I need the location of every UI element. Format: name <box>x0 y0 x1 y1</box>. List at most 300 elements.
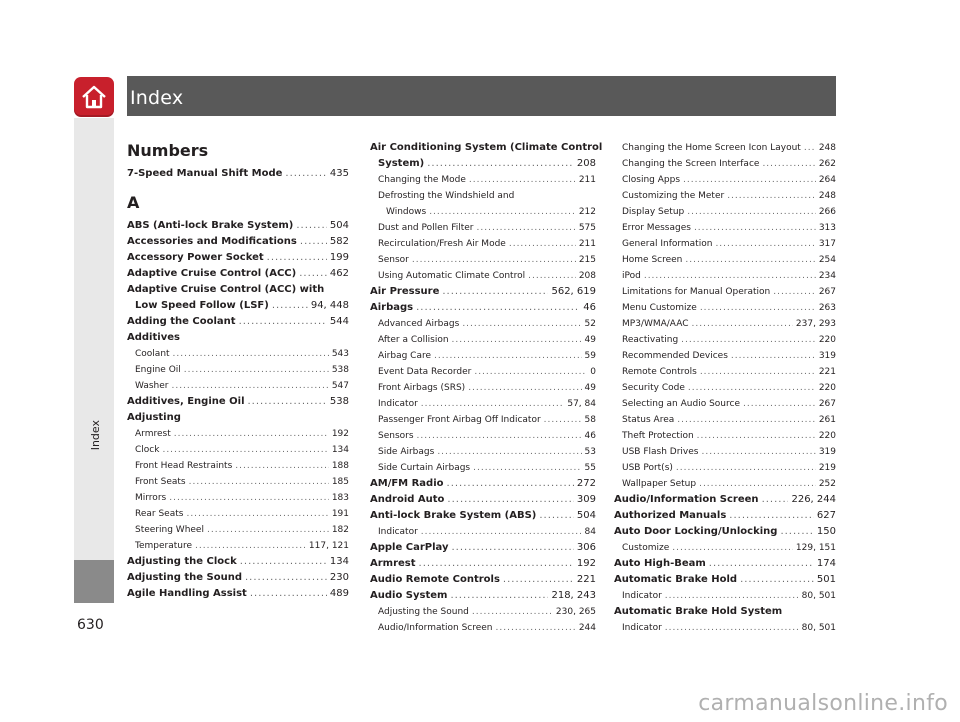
page-ref[interactable]: 267 <box>818 399 836 409</box>
page-ref[interactable]: 221 <box>576 574 596 585</box>
page-ref[interactable]: 544 <box>329 316 349 327</box>
page-ref[interactable]: 150 <box>816 526 836 537</box>
dot-leader <box>740 572 814 588</box>
dot-leader <box>528 268 576 284</box>
page-ref[interactable]: 252 <box>818 479 836 489</box>
index-subentry[interactable] <box>370 412 596 428</box>
index-entry[interactable] <box>614 524 836 540</box>
entry-label: AM/FM Radio <box>370 478 444 489</box>
page-ref[interactable]: 263 <box>818 303 836 313</box>
entry-label: Security Code <box>622 383 685 393</box>
dot-leader <box>697 428 816 444</box>
home-button[interactable] <box>74 77 114 117</box>
page-ref[interactable]: 489 <box>329 588 349 599</box>
dot-leader <box>694 220 816 236</box>
page-ref[interactable]: 188 <box>331 461 349 471</box>
dot-leader <box>235 458 329 474</box>
page-ref[interactable]: 191 <box>331 509 349 519</box>
entry-label: Temperature <box>135 541 193 551</box>
page-ref[interactable]: 211 <box>578 175 596 185</box>
entry-label: Recommended Devices <box>622 351 728 361</box>
dot-leader <box>412 252 576 268</box>
page-ref[interactable]: 264 <box>818 175 836 185</box>
index-subentry[interactable] <box>614 172 836 188</box>
index-entry[interactable] <box>370 556 596 572</box>
entry-label: MP3/WMA/AAC <box>622 319 689 329</box>
index-entry[interactable] <box>127 586 349 602</box>
index-entry[interactable] <box>127 282 349 298</box>
page-ref[interactable]: 94, 448 <box>310 300 349 311</box>
index-subentry[interactable] <box>614 300 836 316</box>
dot-leader <box>762 492 789 508</box>
page-ref[interactable]: 230, 265 <box>555 607 596 617</box>
index-subentry[interactable] <box>127 474 349 490</box>
page-ref[interactable]: 230 <box>329 572 349 583</box>
index-subentry[interactable] <box>127 458 349 474</box>
dot-leader <box>296 218 327 234</box>
entry-label: Changing the Home Screen Icon Layout <box>622 143 801 153</box>
entry-label: Airbag Care <box>378 351 431 361</box>
page-ref[interactable]: 582 <box>329 236 349 247</box>
page-ref[interactable]: 319 <box>818 447 836 457</box>
dot-leader <box>427 156 574 172</box>
page-ref[interactable]: 55 <box>584 463 596 473</box>
index-subentry[interactable] <box>614 348 836 364</box>
index-subentry[interactable] <box>614 444 836 460</box>
entry-label: Engine Oil <box>135 365 181 375</box>
page-ref[interactable]: 261 <box>818 415 836 425</box>
entry-label: Air Pressure <box>370 286 440 297</box>
index-subentry[interactable] <box>370 268 596 284</box>
entry-label: Clock <box>135 445 160 455</box>
dot-leader <box>672 540 793 556</box>
page-ref[interactable]: 262 <box>818 159 836 169</box>
entry-label: Home Screen <box>622 255 683 265</box>
page-ref[interactable]: 52 <box>584 319 596 329</box>
dot-leader <box>285 166 327 182</box>
index-subentry[interactable] <box>614 428 836 444</box>
dot-leader <box>450 588 548 604</box>
index-entry[interactable] <box>370 572 596 588</box>
entry-label: Adaptive Cruise Control (ACC) <box>127 268 297 279</box>
watermark: carmanualsonline.info <box>698 691 948 716</box>
dot-leader <box>665 588 799 604</box>
index-subentry[interactable] <box>127 426 349 442</box>
page-ref[interactable]: 46 <box>583 302 596 313</box>
index-subentry[interactable] <box>614 540 836 556</box>
dot-leader <box>272 298 308 314</box>
index-subentry[interactable] <box>370 364 596 380</box>
entry-label: Auto High-Beam <box>614 558 706 569</box>
index-subentry[interactable] <box>614 332 836 348</box>
dot-leader <box>700 364 816 380</box>
entry-label: Audio/Information Screen <box>378 623 493 633</box>
index-subentry[interactable] <box>370 316 596 332</box>
dot-leader <box>462 316 581 332</box>
index-subentry[interactable] <box>370 252 596 268</box>
index-entry[interactable] <box>614 556 836 572</box>
page-ref[interactable]: 218, 243 <box>551 590 596 601</box>
index-entry[interactable] <box>127 298 349 314</box>
dot-leader <box>677 412 816 428</box>
dot-leader <box>174 426 329 442</box>
entry-label: Adaptive Cruise Control (ACC) with <box>127 284 325 295</box>
entry-label: Rear Seats <box>135 509 184 519</box>
entry-label: Air Conditioning System (Climate Control <box>370 142 603 153</box>
index-subentry[interactable] <box>614 268 836 284</box>
dot-leader <box>429 204 576 220</box>
dot-leader <box>169 490 329 506</box>
dot-leader <box>417 428 582 444</box>
page-ref[interactable]: 0 <box>590 367 596 377</box>
page-ref[interactable]: 219 <box>818 463 836 473</box>
index-subentry[interactable] <box>614 396 836 412</box>
index-subentry[interactable] <box>614 236 836 252</box>
page-ref[interactable]: 208 <box>578 271 596 281</box>
dot-leader <box>189 474 329 490</box>
side-tab <box>74 118 114 603</box>
index-entry[interactable] <box>127 250 349 266</box>
page-ref[interactable]: 306 <box>576 542 596 553</box>
entry-label: Theft Protection <box>622 431 694 441</box>
index-subentry[interactable] <box>370 348 596 364</box>
dot-leader <box>250 586 327 602</box>
page-ref[interactable]: 254 <box>818 255 836 265</box>
entry-label: Customize <box>622 543 670 553</box>
page-ref[interactable]: 309 <box>576 494 596 505</box>
entry-label: Display Setup <box>622 207 685 217</box>
dot-leader <box>195 538 306 554</box>
entry-label: Airbags <box>370 302 414 313</box>
index-entry[interactable] <box>370 284 596 300</box>
page-ref[interactable]: 543 <box>331 349 349 359</box>
page-ref[interactable]: 183 <box>331 493 349 503</box>
dot-leader <box>477 220 576 236</box>
dot-leader <box>184 362 329 378</box>
page-ref[interactable]: 266 <box>818 207 836 217</box>
index-entry[interactable] <box>614 604 836 620</box>
page-ref[interactable]: 211 <box>578 239 596 249</box>
entry-label: Indicator <box>622 591 662 601</box>
page-ref[interactable]: 59 <box>584 351 596 361</box>
dot-leader <box>248 394 327 410</box>
page-ref[interactable]: 134 <box>329 556 349 567</box>
side-tab-marker[interactable] <box>74 560 114 603</box>
page-ref[interactable]: 117, 121 <box>308 541 349 551</box>
page-ref[interactable]: 272 <box>576 478 596 489</box>
index-subentry[interactable] <box>127 378 349 394</box>
page-ref[interactable]: 80, 501 <box>801 623 836 633</box>
index-subentry[interactable] <box>614 412 836 428</box>
dot-leader <box>503 572 574 588</box>
page-ref[interactable]: 547 <box>331 381 349 391</box>
entry-label: USB Port(s) <box>622 463 673 473</box>
index-subentry[interactable] <box>614 316 836 332</box>
entry-label: Indicator <box>378 527 418 537</box>
entry-label: Adding the Coolant <box>127 316 236 327</box>
dot-leader <box>437 444 581 460</box>
dot-leader <box>447 476 574 492</box>
page-ref[interactable]: 174 <box>816 558 836 569</box>
page-ref[interactable]: 221 <box>818 367 836 377</box>
page-ref[interactable]: 208 <box>576 158 596 169</box>
index-subentry[interactable] <box>370 460 596 476</box>
index-entry[interactable] <box>127 330 349 346</box>
index-subentry[interactable] <box>127 506 349 522</box>
entry-label: Adjusting <box>127 412 181 423</box>
page-ref[interactable]: 317 <box>818 239 836 249</box>
page-ref[interactable]: 46 <box>584 431 596 441</box>
entry-label: ABS (Anti-lock Brake System) <box>127 220 294 231</box>
index-subentry[interactable] <box>614 252 836 268</box>
entry-label: Mirrors <box>135 493 167 503</box>
entry-label: Event Data Recorder <box>378 367 472 377</box>
entry-label: Audio Remote Controls <box>370 574 500 585</box>
index-subentry[interactable] <box>370 428 596 444</box>
entry-label: Dust and Pollen Filter <box>378 223 474 233</box>
entry-label: Changing the Mode <box>378 175 466 185</box>
page-ref[interactable]: 192 <box>576 558 596 569</box>
page-title: Index <box>130 87 184 109</box>
index-subentry[interactable] <box>614 204 836 220</box>
page-ref[interactable]: 504 <box>576 510 596 521</box>
entry-label: Sensor <box>378 255 409 265</box>
entry-label: Indicator <box>622 623 662 633</box>
index-entry[interactable] <box>370 540 596 556</box>
page-ref[interactable]: 538 <box>331 365 349 375</box>
page-ref[interactable]: 185 <box>331 477 349 487</box>
page-ref[interactable]: 49 <box>584 383 596 393</box>
page-ref[interactable]: 220 <box>818 431 836 441</box>
index-entry[interactable] <box>370 588 596 604</box>
index-entry[interactable] <box>614 508 836 524</box>
dot-leader <box>447 492 574 508</box>
page-ref[interactable]: 435 <box>329 168 349 179</box>
index-subentry[interactable] <box>127 538 349 554</box>
index-entry[interactable] <box>127 218 349 234</box>
dot-leader <box>692 316 793 332</box>
index-subentry[interactable] <box>614 460 836 476</box>
index-subentry[interactable] <box>127 442 349 458</box>
dot-leader <box>743 396 816 412</box>
entry-label: Selecting an Audio Source <box>622 399 740 409</box>
entry-label: Washer <box>135 381 169 391</box>
dot-leader <box>186 506 328 522</box>
dot-leader <box>644 268 816 284</box>
index-entry[interactable] <box>127 570 349 586</box>
index-subentry[interactable] <box>370 524 596 540</box>
index-entry[interactable] <box>127 166 349 182</box>
index-subentry[interactable] <box>370 236 596 252</box>
page-ref[interactable]: 313 <box>818 223 836 233</box>
dot-leader <box>762 156 815 172</box>
index-entry[interactable] <box>127 394 349 410</box>
index-column-3 <box>614 140 836 636</box>
entry-label: Android Auto <box>370 494 445 505</box>
page-ref[interactable]: 244 <box>578 623 596 633</box>
dot-leader <box>473 460 581 476</box>
entry-label: Indicator <box>378 399 418 409</box>
dot-leader <box>509 236 576 252</box>
index-subentry[interactable] <box>614 620 836 636</box>
entry-label: Steering Wheel <box>135 525 204 535</box>
page-ref[interactable]: 84 <box>584 527 596 537</box>
dot-leader <box>709 556 814 572</box>
index-subentry[interactable] <box>370 620 596 636</box>
index-entry[interactable] <box>370 492 596 508</box>
entry-label: Windows <box>386 207 427 217</box>
dot-leader <box>687 204 816 220</box>
entry-label: Changing the Screen Interface <box>622 159 760 169</box>
dot-leader <box>245 570 327 586</box>
index-entry[interactable] <box>370 156 596 172</box>
index-entry[interactable] <box>127 314 349 330</box>
page-ref[interactable]: 220 <box>818 383 836 393</box>
index-subentry[interactable] <box>127 522 349 538</box>
index-subentry[interactable] <box>370 604 596 620</box>
page-ref[interactable]: 226, 244 <box>791 494 836 505</box>
page-ref[interactable]: 538 <box>329 396 349 407</box>
page-ref[interactable]: 220 <box>818 335 836 345</box>
index-subentry[interactable] <box>127 346 349 362</box>
page-number: 630 <box>77 617 104 633</box>
home-icon <box>80 84 108 110</box>
dot-leader <box>539 508 574 524</box>
page-ref[interactable]: 53 <box>584 447 596 457</box>
page-ref[interactable]: 134 <box>331 445 349 455</box>
page-ref[interactable]: 319 <box>818 351 836 361</box>
index-subentry[interactable] <box>370 204 596 220</box>
page-ref[interactable]: 199 <box>329 252 349 263</box>
index-subentry[interactable] <box>614 220 836 236</box>
page-ref[interactable]: 248 <box>818 143 836 153</box>
dot-leader <box>681 332 816 348</box>
dot-leader <box>421 396 565 412</box>
dot-leader <box>451 540 573 556</box>
page-ref[interactable]: 129, 151 <box>795 543 836 553</box>
page-ref[interactable]: 58 <box>584 415 596 425</box>
page-ref[interactable]: 462 <box>329 268 349 279</box>
entry-label: Status Area <box>622 415 675 425</box>
section-heading: A <box>127 193 140 212</box>
dot-leader <box>685 252 815 268</box>
page-ref[interactable]: 267 <box>818 287 836 297</box>
entry-label: Defrosting the Windshield and <box>378 191 515 201</box>
index-subentry[interactable] <box>370 332 596 348</box>
index-subentry[interactable] <box>614 140 836 156</box>
section-heading: Numbers <box>127 141 209 160</box>
entry-label: Agile Handling Assist <box>127 588 247 599</box>
page-ref[interactable]: 49 <box>584 335 596 345</box>
index-subentry[interactable] <box>370 396 596 412</box>
page-ref[interactable]: 248 <box>818 191 836 201</box>
page-ref[interactable]: 234 <box>818 271 836 281</box>
index-subentry[interactable] <box>614 284 836 300</box>
index-entry[interactable] <box>370 476 596 492</box>
dot-leader <box>240 554 327 570</box>
page-ref[interactable]: 627 <box>816 510 836 521</box>
entry-label: Apple CarPlay <box>370 542 449 553</box>
index-subentry[interactable] <box>614 188 836 204</box>
page-ref[interactable]: 504 <box>329 220 349 231</box>
index-subentry[interactable] <box>614 156 836 172</box>
dot-leader <box>729 508 814 524</box>
index-subentry[interactable] <box>614 588 836 604</box>
index-subentry[interactable] <box>370 172 596 188</box>
index-entry[interactable] <box>127 234 349 250</box>
index-subentry[interactable] <box>614 476 836 492</box>
page-ref[interactable]: 57, 84 <box>567 399 596 409</box>
dot-leader <box>715 236 815 252</box>
page-ref[interactable]: 80, 501 <box>801 591 836 601</box>
entry-label: Wallpaper Setup <box>622 479 697 489</box>
entry-label: System) <box>378 158 425 169</box>
entry-label: Armrest <box>135 429 171 439</box>
dot-leader <box>700 300 816 316</box>
page-ref[interactable]: 562, 619 <box>551 286 596 297</box>
entry-label: Coolant <box>135 349 170 359</box>
index-entry[interactable] <box>370 140 603 156</box>
index-subentry[interactable] <box>370 188 596 204</box>
index-entry[interactable] <box>370 508 596 524</box>
dot-leader <box>731 348 816 364</box>
index-entry[interactable] <box>127 554 349 570</box>
entry-label: Limitations for Manual Operation <box>622 287 771 297</box>
index-entry[interactable] <box>614 572 836 588</box>
entry-label: Error Messages <box>622 223 691 233</box>
entry-label: Front Seats <box>135 477 186 487</box>
dot-leader <box>442 284 548 300</box>
entry-label: Automatic Brake Hold System <box>614 606 783 617</box>
dot-leader <box>469 172 576 188</box>
index-subentry[interactable] <box>370 380 596 396</box>
dot-leader <box>300 234 327 250</box>
dot-leader <box>676 460 816 476</box>
entry-label: Menu Customize <box>622 303 697 313</box>
entry-label: Additives, Engine Oil <box>127 396 245 407</box>
side-tab-label: Index <box>89 420 102 451</box>
page-ref[interactable]: 182 <box>331 525 349 535</box>
index-subentry[interactable] <box>614 380 836 396</box>
index-entry[interactable] <box>127 410 349 426</box>
page-ref[interactable]: 215 <box>578 255 596 265</box>
entry-label: General Information <box>622 239 713 249</box>
page-ref[interactable]: 575 <box>578 223 596 233</box>
index-subentry[interactable] <box>614 364 836 380</box>
index-subentry[interactable] <box>370 444 596 460</box>
dot-leader <box>683 172 816 188</box>
entry-label: Front Airbags (SRS) <box>378 383 466 393</box>
index-subentry[interactable] <box>127 362 349 378</box>
page-ref[interactable]: 192 <box>331 429 349 439</box>
entry-label: Auto Door Locking/Unlocking <box>614 526 778 537</box>
index-subentry[interactable] <box>127 490 349 506</box>
index-entry[interactable] <box>614 492 836 508</box>
dot-leader <box>239 314 327 330</box>
entry-label: Front Head Restraints <box>135 461 233 471</box>
dot-leader <box>434 348 582 364</box>
entry-label: Adjusting the Clock <box>127 556 237 567</box>
index-entry[interactable] <box>127 266 349 282</box>
dot-leader <box>804 140 816 156</box>
index-subentry[interactable] <box>370 220 596 236</box>
entry-label: Side Curtain Airbags <box>378 463 471 473</box>
page-ref[interactable]: 501 <box>816 574 836 585</box>
page-ref[interactable]: 212 <box>578 207 596 217</box>
index-column-2 <box>370 140 603 636</box>
page-ref[interactable]: 237, 293 <box>795 319 836 329</box>
index-entry[interactable] <box>370 300 596 316</box>
